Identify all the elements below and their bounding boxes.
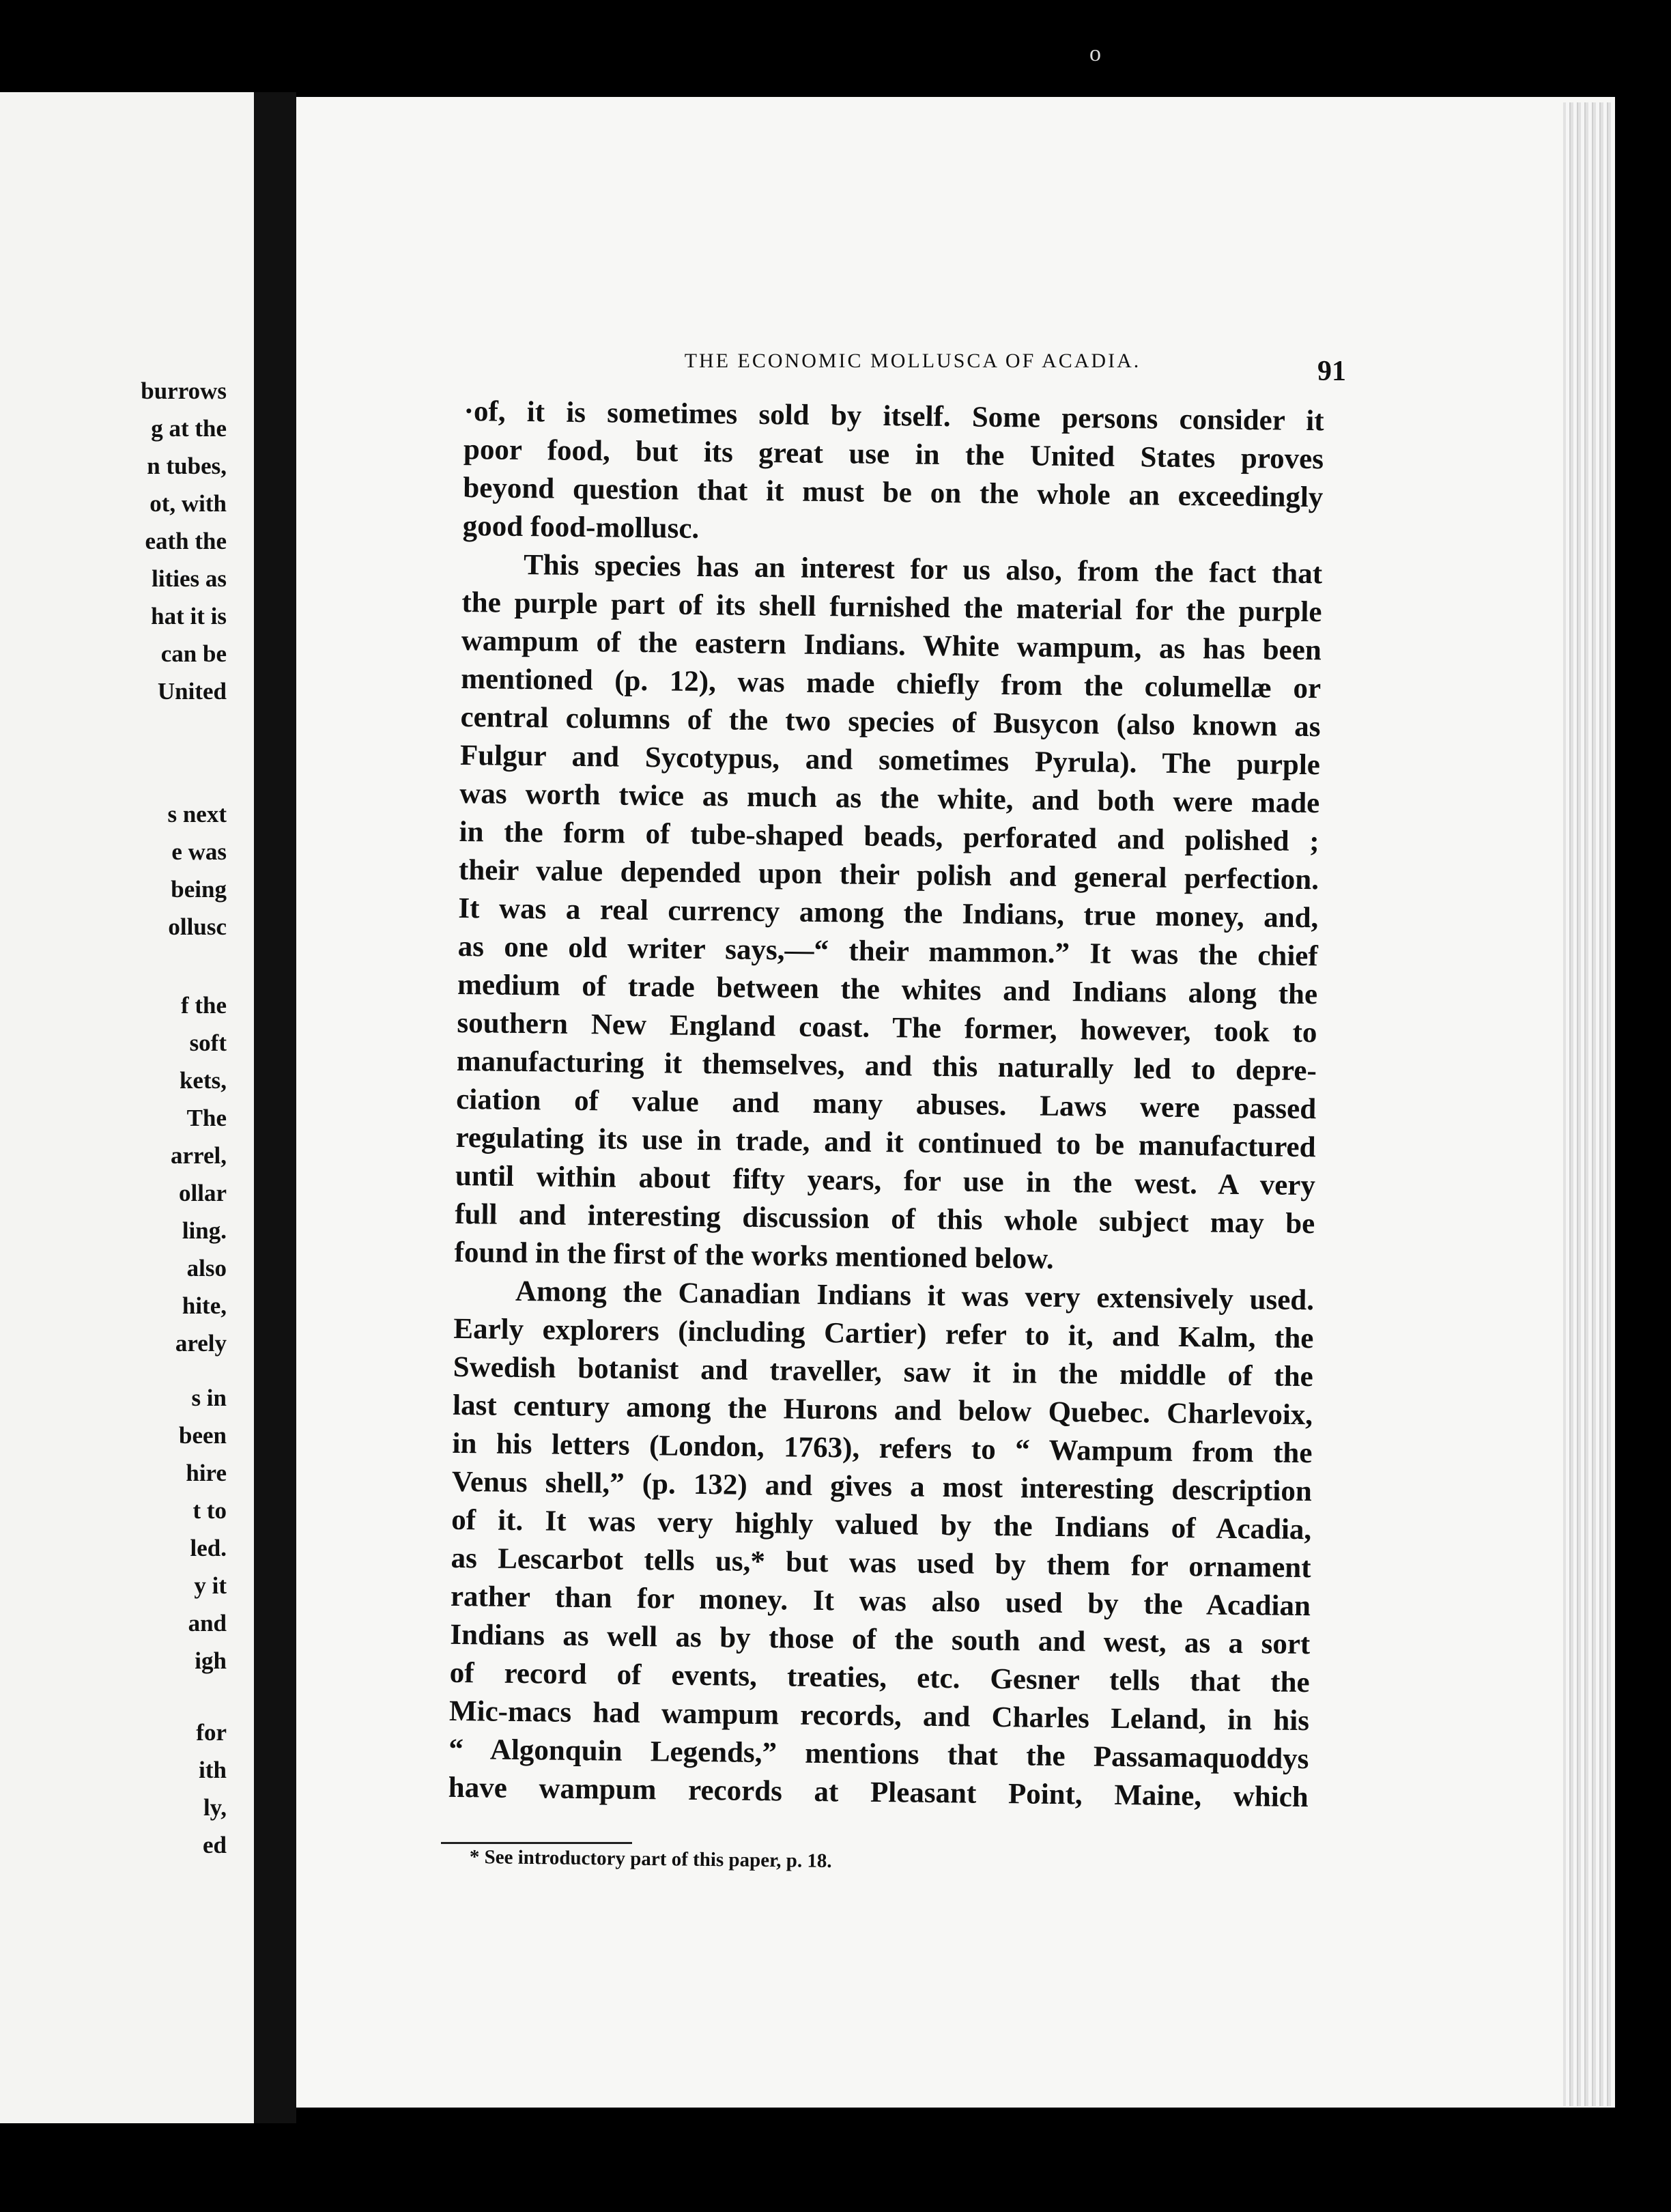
left-page-text-fragment: also xyxy=(186,1255,227,1281)
left-page-text-fragment: ith xyxy=(199,1757,227,1783)
text-line: medium of trade between the whites and Indians along the xyxy=(457,968,1318,1011)
footnote-rule xyxy=(441,1842,632,1844)
text-line: “ Algonquin Legends,” mentions that the Passamaquoddys xyxy=(448,1733,1309,1776)
left-page-text-fragment: s next xyxy=(167,801,227,827)
text-line: found in the first of the works mentioned below. xyxy=(454,1236,1054,1275)
left-page-text-fragment: The xyxy=(186,1105,227,1131)
left-page-text-fragment: hire xyxy=(186,1460,227,1486)
left-page-text-fragment: igh xyxy=(195,1647,227,1674)
left-page-text-fragment: ed xyxy=(203,1832,227,1858)
text-line: their value depended upon their polish and general perfection. xyxy=(458,853,1319,896)
text-line: rather than for money. It was also used by the Acadian xyxy=(450,1580,1311,1623)
left-page-text-fragment: kets, xyxy=(179,1067,227,1094)
left-page-text-fragment: for xyxy=(196,1719,227,1746)
text-line: ciation of value and many abuses. Laws were passed xyxy=(455,1083,1317,1126)
text-line: in the form of tube-shaped beads, perforated and polished ; xyxy=(459,815,1319,858)
left-page-text-fragment: been xyxy=(179,1422,227,1449)
dust-speck-icon: o xyxy=(1089,41,1101,66)
left-page-text-fragment: e was xyxy=(171,838,227,865)
left-page-text-fragment: burrows xyxy=(141,378,227,404)
page-number: 91 xyxy=(1317,356,1346,387)
left-page-fragment xyxy=(0,92,254,2123)
left-page-text-fragment: f the xyxy=(180,992,227,1019)
text-line: Among the Canadian Indians it was very extensively used. xyxy=(515,1275,1315,1317)
text-line: Venus shell,” (p. 132) and gives a most interesting description xyxy=(451,1465,1313,1508)
left-page-text-fragment: being xyxy=(171,876,227,903)
text-line: This species has an interest for us also, from the fact that xyxy=(523,549,1323,591)
text-line: as one old writer says,—“ their mammon.” It was the chief xyxy=(457,930,1318,973)
left-page-text-fragment: ollar xyxy=(179,1180,227,1206)
body-text xyxy=(448,393,1324,1817)
text-line: Swedish botanist and traveller, saw it in the middle of the xyxy=(453,1350,1313,1393)
left-page-text-fragment: hat it is xyxy=(151,603,227,629)
text-line: full and interesting discussion of this whole subject may be xyxy=(455,1197,1315,1240)
left-page-text-fragment: g at the xyxy=(151,415,227,442)
left-page-text-fragment: can be xyxy=(160,640,227,667)
text-line: in his letters (London, 1763), refers to “ Wampum from the xyxy=(452,1427,1313,1470)
text-line: wampum of the eastern Indians. White wampum, as has been xyxy=(461,624,1322,667)
footnote: * See introductory part of this paper, p. 18. xyxy=(469,1846,832,1873)
text-line: ·of, it is sometimes sold by itself. Some persons consider it xyxy=(463,395,1324,438)
left-page-text-fragment: ot, with xyxy=(149,490,227,517)
left-page-text-fragment: United xyxy=(157,678,227,705)
left-page-text-fragment: n tubes, xyxy=(147,453,227,479)
text-line: Fulgur and Sycotypus, and sometimes Pyrula). The purple xyxy=(459,739,1321,782)
text-line: regulating its use in trade, and it continued to be manufactured xyxy=(455,1121,1316,1164)
text-line: manufacturing it themselves, and this naturally led to depre- xyxy=(456,1045,1317,1088)
text-line: southern New England coast. The former, however, took to xyxy=(457,1006,1317,1049)
page-edges xyxy=(1563,102,1611,2106)
text-line: of it. It was very highly valued by the Indians of Acadia, xyxy=(451,1503,1312,1546)
left-page-text-fragment: arely xyxy=(175,1330,227,1357)
running-title: THE ECONOMIC MOLLUSCA OF ACADIA. xyxy=(684,350,1141,372)
text-line: Mic-macs had wampum records, and Charles Leland, in his xyxy=(448,1695,1310,1738)
left-page-text-fragment: ollusc xyxy=(168,913,227,940)
text-line: as Lescarbot tells us,* but was used by them for ornament xyxy=(451,1542,1311,1585)
text-line: the purple part of its shell furnished the material for the purple xyxy=(461,586,1322,629)
text-line: last century among the Hurons and below Quebec. Charlevoix, xyxy=(452,1389,1313,1432)
text-line: good food-mollusc. xyxy=(462,509,700,545)
text-line: poor food, but its great use in the United States proves xyxy=(463,433,1324,476)
text-line: until within about fifty years, for use in the west. A very xyxy=(455,1159,1316,1202)
text-line: Indians as well as by those of the south and west, as a sort xyxy=(450,1618,1311,1661)
left-page-text-fragment: arrel, xyxy=(171,1142,227,1169)
text-line: have wampum records at Pleasant Point, Maine, which xyxy=(448,1771,1309,1814)
left-page-text-fragment: soft xyxy=(189,1030,227,1056)
text-line: Early explorers (including Cartier) refer to it, and Kalm, the xyxy=(453,1312,1314,1355)
text-line: beyond question that it must be on the whole an exceedingly xyxy=(463,471,1324,514)
left-page-text-fragment: ly, xyxy=(203,1794,227,1821)
left-page-text-fragment: hite, xyxy=(182,1292,227,1319)
text-line: was worth twice as much as the white, and both were made xyxy=(459,777,1320,820)
text-line: It was a real currency among the Indians, true money, and, xyxy=(458,892,1319,935)
left-page-text-fragment: t to xyxy=(192,1497,227,1524)
text-line: mentioned (p. 12), was made chiefly from the columellæ or xyxy=(460,662,1322,705)
left-page-text-fragment: s in xyxy=(191,1385,227,1411)
text-line: central columns of the two species of Busycon (also known as xyxy=(460,700,1321,743)
left-page-text-fragment: ling. xyxy=(182,1217,227,1244)
left-page-text-fragment: led. xyxy=(190,1535,227,1561)
left-page-text-fragment: y it xyxy=(194,1572,227,1599)
book-gutter xyxy=(254,92,296,2123)
left-page-text-fragment: eath the xyxy=(145,528,227,554)
text-line: of record of events, treaties, etc. Gesner tells that the xyxy=(449,1656,1310,1699)
left-page-text-fragment: and xyxy=(188,1610,227,1636)
left-page-text-fragment: lities as xyxy=(152,565,227,592)
